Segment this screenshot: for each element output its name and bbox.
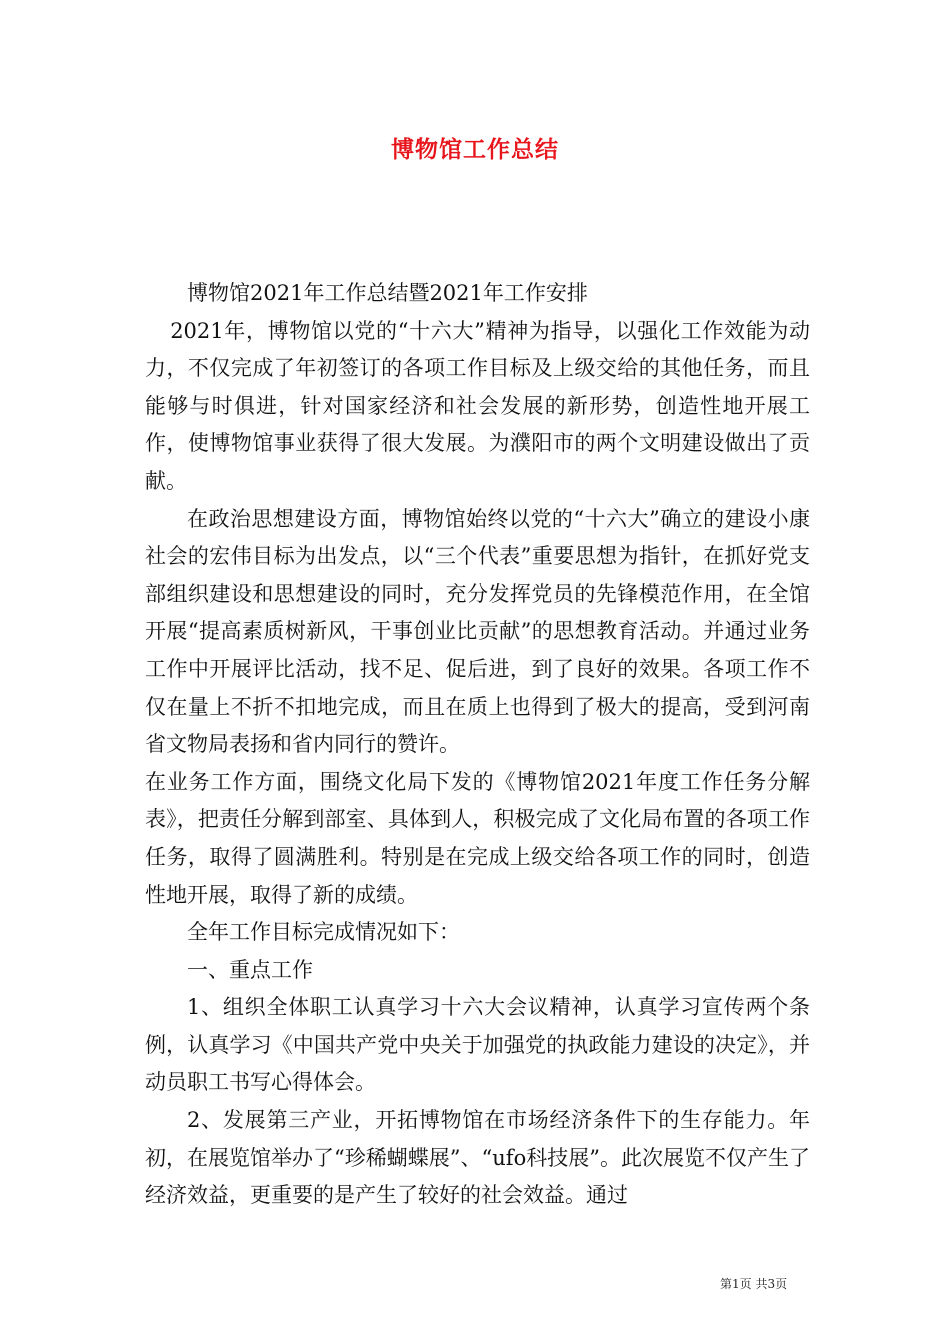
paragraph-subtitle: 博物馆2021年工作总结暨2021年工作安排 xyxy=(187,281,588,305)
paragraph-goals-heading: 全年工作目标完成情况如下： xyxy=(187,920,460,945)
paragraph-business: 在业务工作方面，围绕文化局下发的《博物馆2021年度工作任务分解表》，把责任分解到部室、具体到人，积极完成了文化局布置的各项工作任务，取得了圆满胜利。特别是在完成上级交给各项工作的同时，创造性地开展，取得了新的成绩。 xyxy=(145,769,810,907)
document-body xyxy=(145,275,810,1215)
page-number-footer: 第1页 共3页 xyxy=(720,1277,788,1291)
document-title: 博物馆工作总结 xyxy=(391,137,559,163)
paragraph-item-1: 1、组织全体职工认真学习十六大会议精神，认真学习宣传两个条例，认真学习《中国共产党中央关于加强党的执政能力建设的决定》，并动员职工书写心得体会。 xyxy=(145,995,810,1095)
paragraph-item-2: 2、发展第三产业，开拓博物馆在市场经济条件下的生存能力。年初，在展览馆举办了“珍稀蝴蝶展”、“ufo科技展”。此次展览不仅产生了经济效益，更重要的是产生了较好的社会效益。通过 xyxy=(145,1108,810,1208)
paragraph-political: 在政治思想建设方面，博物馆始终以党的“十六大”确立的建设小康社会的宏伟目标为出发点，以“三个代表”重要思想为指针，在抓好党支部组织建设和思想建设的同时，充分发挥党员的先锋模范作用，在全馆开展“提高素质树新风，干事创业比贡献”的思想教育活动。并通过业务工作中开展评比活动，找不足、促后进，到了良好的效果。各项工作不仅在量上不折不扣地完成，而且在质上也得到了极大的提高，受到河南省文物局表扬和省内同行的赞许。 xyxy=(145,506,810,757)
paragraph-section-one: 一、重点工作 xyxy=(187,957,313,982)
paragraph-intro: 2021年，博物馆以党的“十六大”精神为指导，以强化工作效能为动力，不仅完成了年初签订的各项工作目标及上级交给的其他任务，而且能够与时俱进，针对国家经济和社会发展的新形势，创造性地开展工作，使博物馆事业获得了很大发展。为濮阳市的两个文明建设做出了贡献。 xyxy=(145,318,810,493)
